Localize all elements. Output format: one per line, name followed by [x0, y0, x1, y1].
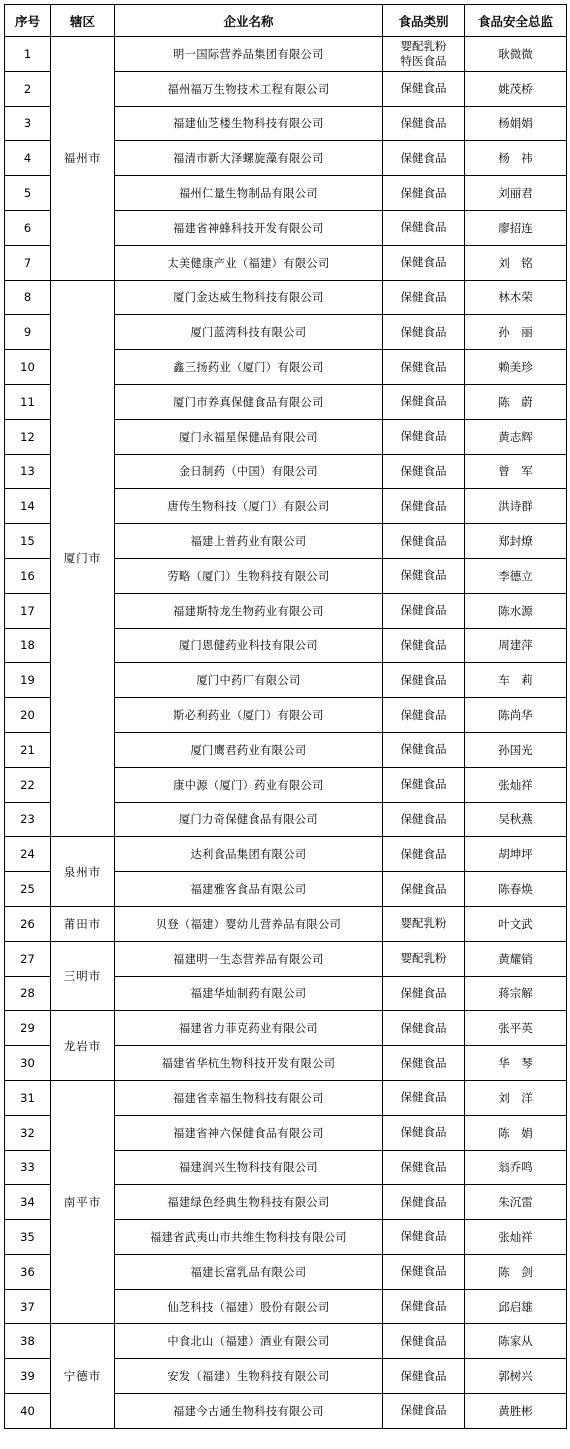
company-name: 福州福万生物技术工程有限公司 [115, 71, 383, 106]
company-name: 厦门恩健药业科技有限公司 [115, 628, 383, 663]
company-name: 唐传生物科技（厦门）有限公司 [115, 489, 383, 524]
food-category [383, 837, 465, 872]
food-category [383, 1220, 465, 1255]
food-category [383, 454, 465, 489]
food-category [383, 176, 465, 211]
safety-director: 刘 铭 [465, 245, 567, 280]
company-name: 贝登（福建）婴幼儿营养品有限公司 [115, 906, 383, 941]
food-category [383, 1150, 465, 1185]
food-category-line: 保健食品 [400, 1159, 447, 1174]
row-number: 5 [5, 176, 51, 211]
safety-director: 李德立 [465, 558, 567, 593]
safety-director: 华 琴 [465, 1046, 567, 1081]
row-number: 9 [5, 315, 51, 350]
food-category-line: 保健食品 [400, 150, 447, 165]
table-row [5, 1324, 567, 1359]
safety-director: 洪诗群 [465, 489, 567, 524]
row-number: 18 [5, 628, 51, 663]
food-category-line: 保健食品 [400, 463, 447, 478]
food-category-line: 保健食品 [400, 255, 447, 270]
row-number: 40 [5, 1394, 51, 1429]
food-category [383, 1115, 465, 1150]
company-name: 厦门鹰君药业有限公司 [115, 732, 383, 767]
safety-director: 孙 丽 [465, 315, 567, 350]
food-category-line: 保健食品 [400, 1090, 447, 1105]
food-category-line: 保健食品 [400, 498, 447, 513]
company-name: 福建省力菲克药业有限公司 [115, 1011, 383, 1046]
company-name: 鑫三扬药业（厦门）有限公司 [115, 350, 383, 385]
row-number: 10 [5, 350, 51, 385]
row-number: 26 [5, 906, 51, 941]
safety-director: 郭树兴 [465, 1359, 567, 1394]
food-category [383, 906, 465, 941]
row-number: 12 [5, 419, 51, 454]
row-number: 31 [5, 1080, 51, 1115]
food-category-line: 保健食品 [400, 1333, 447, 1348]
row-number: 30 [5, 1046, 51, 1081]
food-category-line: 保健食品 [400, 115, 447, 130]
row-number: 23 [5, 802, 51, 837]
row-number: 33 [5, 1150, 51, 1185]
food-category [383, 106, 465, 141]
row-number: 20 [5, 698, 51, 733]
row-number: 4 [5, 141, 51, 176]
food-category-line: 保健食品 [400, 637, 447, 652]
company-name: 福建上普药业有限公司 [115, 524, 383, 559]
row-number: 2 [5, 71, 51, 106]
food-category-line: 保健食品 [400, 359, 447, 374]
company-name: 福清市新大泽螺旋藻有限公司 [115, 141, 383, 176]
food-category-line: 保健食品 [400, 707, 447, 722]
region-cell: 厦门市 [51, 280, 115, 837]
safety-director: 张灿祥 [465, 767, 567, 802]
safety-director: 郑封燎 [465, 524, 567, 559]
food-category-line: 婴配乳粉 [400, 951, 447, 966]
company-name: 厦门中药厂有限公司 [115, 663, 383, 698]
food-category-line: 保健食品 [400, 220, 447, 235]
row-number: 1 [5, 37, 51, 72]
safety-director: 吴秋燕 [465, 802, 567, 837]
company-name: 仙芝科技（福建）股份有限公司 [115, 1289, 383, 1324]
food-category [383, 1254, 465, 1289]
row-number: 22 [5, 767, 51, 802]
safety-director: 陈春焕 [465, 872, 567, 907]
company-name: 福建长富乳品有限公司 [115, 1254, 383, 1289]
table-row [5, 37, 567, 72]
food-category [383, 698, 465, 733]
row-number: 21 [5, 732, 51, 767]
food-category-line: 保健食品 [400, 1403, 447, 1418]
safety-director: 车 莉 [465, 663, 567, 698]
table-row [5, 941, 567, 976]
food-category-line: 保健食品 [400, 1194, 447, 1209]
food-category [383, 1289, 465, 1324]
food-category-line: 婴配乳粉 [400, 38, 447, 53]
food-category-line: 保健食品 [400, 1020, 447, 1035]
safety-director: 林木荣 [465, 280, 567, 315]
company-name: 厦门力奇保健食品有限公司 [115, 802, 383, 837]
company-name: 福建省华杭生物科技开发有限公司 [115, 1046, 383, 1081]
safety-director: 张灿祥 [465, 1220, 567, 1255]
food-category [383, 419, 465, 454]
row-number: 34 [5, 1185, 51, 1220]
food-category-line: 保健食品 [400, 811, 447, 826]
food-category [383, 71, 465, 106]
header-company: 企业名称 [115, 5, 383, 37]
safety-director: 黄耀销 [465, 941, 567, 976]
food-category [383, 524, 465, 559]
food-category-line: 保健食品 [400, 985, 447, 1000]
food-category-line: 保健食品 [400, 81, 447, 96]
company-name: 劳略（厦门）生物科技有限公司 [115, 558, 383, 593]
row-number: 14 [5, 489, 51, 524]
region-cell: 南平市 [51, 1080, 115, 1324]
region-cell: 福州市 [51, 37, 115, 281]
row-number: 29 [5, 1011, 51, 1046]
row-number: 11 [5, 384, 51, 419]
company-name: 厦门市养真保健食品有限公司 [115, 384, 383, 419]
company-name: 福建润兴生物科技有限公司 [115, 1150, 383, 1185]
safety-director: 黄志辉 [465, 419, 567, 454]
header-director: 食品安全总监 [465, 5, 567, 37]
row-number: 37 [5, 1289, 51, 1324]
safety-director: 朱沉雷 [465, 1185, 567, 1220]
row-number: 13 [5, 454, 51, 489]
food-category [383, 141, 465, 176]
food-category-line: 保健食品 [400, 1229, 447, 1244]
food-category [383, 558, 465, 593]
row-number: 6 [5, 210, 51, 245]
safety-director: 姚茂桥 [465, 71, 567, 106]
row-number: 36 [5, 1254, 51, 1289]
company-name: 太美健康产业（福建）有限公司 [115, 245, 383, 280]
header-row [5, 5, 567, 37]
safety-director: 蒋宗解 [465, 976, 567, 1011]
table-row [5, 837, 567, 872]
company-name: 福州仁量生物制品有限公司 [115, 176, 383, 211]
company-name: 厦门金达威生物科技有限公司 [115, 280, 383, 315]
table-row [5, 280, 567, 315]
company-name: 安发（福建）生物科技有限公司 [115, 1359, 383, 1394]
food-category [383, 593, 465, 628]
safety-director: 刘 洋 [465, 1080, 567, 1115]
food-category [383, 976, 465, 1011]
region-cell: 三明市 [51, 941, 115, 1011]
company-name: 福建省神六保健食品有限公司 [115, 1115, 383, 1150]
food-category [383, 489, 465, 524]
safety-director: 杨娟娟 [465, 106, 567, 141]
safety-director: 张平英 [465, 1011, 567, 1046]
safety-director: 廖招连 [465, 210, 567, 245]
food-category-line: 保健食品 [400, 324, 447, 339]
row-number: 25 [5, 872, 51, 907]
food-category-line: 保健食品 [400, 1368, 447, 1383]
company-name: 明一国际营养品集团有限公司 [115, 37, 383, 72]
food-category [383, 732, 465, 767]
food-category [383, 350, 465, 385]
table-row [5, 1080, 567, 1115]
row-number: 24 [5, 837, 51, 872]
row-number: 7 [5, 245, 51, 280]
safety-director: 陈尚华 [465, 698, 567, 733]
safety-director: 孙国光 [465, 732, 567, 767]
header-no: 序号 [5, 5, 51, 37]
row-number: 15 [5, 524, 51, 559]
food-category [383, 210, 465, 245]
table-body [5, 37, 567, 1429]
safety-director: 周建萍 [465, 628, 567, 663]
company-name: 福建明一生态营养品有限公司 [115, 941, 383, 976]
safety-director: 胡坤坪 [465, 837, 567, 872]
safety-director: 刘丽君 [465, 176, 567, 211]
enterprise-table [4, 4, 567, 1429]
food-category [383, 1080, 465, 1115]
food-category [383, 280, 465, 315]
food-category [383, 802, 465, 837]
safety-director: 陈 剑 [465, 1254, 567, 1289]
safety-director: 叶文武 [465, 906, 567, 941]
company-name: 厦门永福星保健品有限公司 [115, 419, 383, 454]
row-number: 3 [5, 106, 51, 141]
company-name: 康中源（厦门）药业有限公司 [115, 767, 383, 802]
food-category [383, 1394, 465, 1429]
food-category [383, 941, 465, 976]
food-category [383, 628, 465, 663]
table-row [5, 1011, 567, 1046]
food-category-line: 保健食品 [400, 1299, 447, 1314]
food-category [383, 1185, 465, 1220]
food-category [383, 1359, 465, 1394]
safety-director: 曾 军 [465, 454, 567, 489]
food-category-line: 保健食品 [400, 846, 447, 861]
food-category-line: 保健食品 [400, 742, 447, 757]
row-number: 19 [5, 663, 51, 698]
table-row [5, 906, 567, 941]
company-name: 福建雅客食品有限公司 [115, 872, 383, 907]
food-category [383, 1324, 465, 1359]
company-name: 福建省神蜂科技开发有限公司 [115, 210, 383, 245]
company-name: 中食北山（福建）酒业有限公司 [115, 1324, 383, 1359]
safety-director: 赖美珍 [465, 350, 567, 385]
food-category [383, 663, 465, 698]
food-category [383, 384, 465, 419]
region-cell: 莆田市 [51, 906, 115, 941]
food-category-line: 保健食品 [400, 881, 447, 896]
food-category-line: 保健食品 [400, 777, 447, 792]
company-name: 福建华灿制药有限公司 [115, 976, 383, 1011]
company-name: 福建斯特龙生物药业有限公司 [115, 593, 383, 628]
company-name: 金日制药（中国）有限公司 [115, 454, 383, 489]
food-category-line: 保健食品 [400, 672, 447, 687]
company-name: 厦门蓝湾科技有限公司 [115, 315, 383, 350]
food-category [383, 1046, 465, 1081]
safety-director: 翁乔鸣 [465, 1150, 567, 1185]
company-name: 斯必利药业（厦门）有限公司 [115, 698, 383, 733]
safety-director: 杨 祎 [465, 141, 567, 176]
row-number: 35 [5, 1220, 51, 1255]
food-category-line: 保健食品 [400, 603, 447, 618]
safety-director: 陈 娟 [465, 1115, 567, 1150]
food-category [383, 245, 465, 280]
row-number: 28 [5, 976, 51, 1011]
safety-director: 邱启雄 [465, 1289, 567, 1324]
row-number: 32 [5, 1115, 51, 1150]
row-number: 27 [5, 941, 51, 976]
row-number: 38 [5, 1324, 51, 1359]
food-category [383, 1011, 465, 1046]
safety-director: 陈家从 [465, 1324, 567, 1359]
food-category-line: 特医食品 [400, 53, 447, 68]
food-category-line: 保健食品 [400, 289, 447, 304]
header-category: 食品类别 [383, 5, 465, 37]
company-name: 福建绿色经典生物科技有限公司 [115, 1185, 383, 1220]
food-category-line: 保健食品 [400, 1264, 447, 1279]
food-category-line: 保健食品 [400, 185, 447, 200]
region-cell: 龙岩市 [51, 1011, 115, 1081]
safety-director: 耿微微 [465, 37, 567, 72]
row-number: 39 [5, 1359, 51, 1394]
region-cell: 宁德市 [51, 1324, 115, 1428]
row-number: 16 [5, 558, 51, 593]
region-cell: 泉州市 [51, 837, 115, 907]
safety-director: 陈水源 [465, 593, 567, 628]
food-category-line: 保健食品 [400, 1055, 447, 1070]
company-name: 达利食品集团有限公司 [115, 837, 383, 872]
food-category-line: 保健食品 [400, 429, 447, 444]
food-category-line: 保健食品 [400, 1125, 447, 1140]
food-category-line: 保健食品 [400, 394, 447, 409]
food-category [383, 872, 465, 907]
company-name: 福建省幸福生物科技有限公司 [115, 1080, 383, 1115]
food-category [383, 767, 465, 802]
food-category [383, 315, 465, 350]
header-region: 辖区 [51, 5, 115, 37]
food-category [383, 37, 465, 72]
row-number: 8 [5, 280, 51, 315]
safety-director: 陈 蔚 [465, 384, 567, 419]
row-number: 17 [5, 593, 51, 628]
safety-director: 黄胜彬 [465, 1394, 567, 1429]
food-category-line: 婴配乳粉 [400, 916, 447, 931]
food-category-line: 保健食品 [400, 568, 447, 583]
company-name: 福建今古通生物科技有限公司 [115, 1394, 383, 1429]
food-category-line: 保健食品 [400, 533, 447, 548]
company-name: 福建仙芝楼生物科技有限公司 [115, 106, 383, 141]
company-name: 福建省武夷山市共维生物科技有限公司 [115, 1220, 383, 1255]
